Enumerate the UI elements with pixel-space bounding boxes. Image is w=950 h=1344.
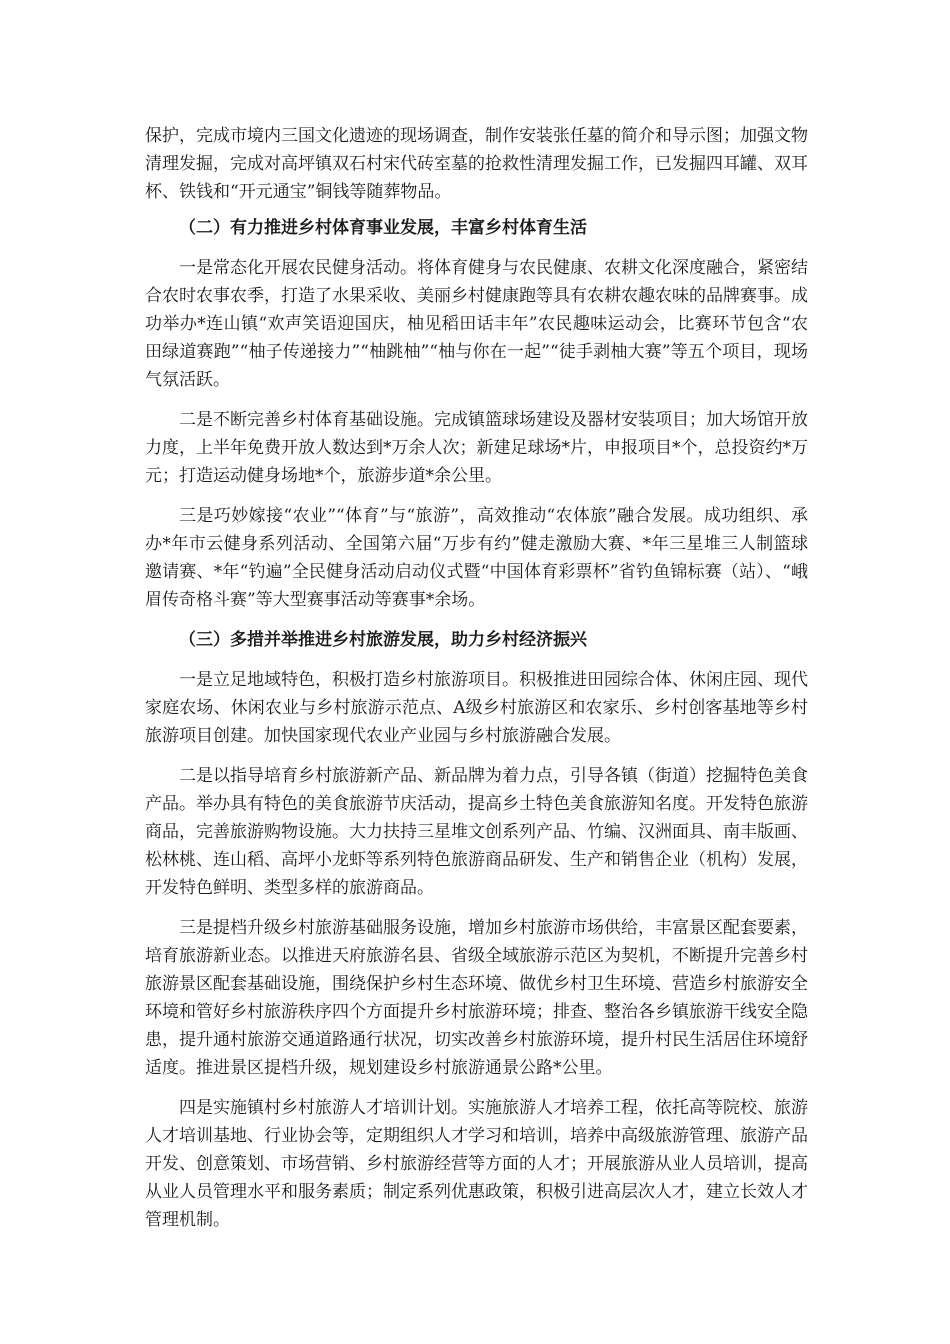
section-heading-sports: （二）有力推进乡村体育事业发展，丰富乡村体育生活 <box>179 218 587 238</box>
paragraph-tourism-3: 三是提档升级乡村旅游基础服务设施，增加乡村旅游市场供给，丰富景区配套要素，培育旅游新业态。以推进天府旅游名县、省级全域旅游示范区为契机，不断提升完善乡村旅游景区配套基础设施，围绕保护乡村生态环境、做优乡村卫生环境、营造乡村旅游安全环境和管好乡村旅游秩序四个方面提升乡村旅游环境；排查、整治各乡镇旅游干线安全隐患，提升通村旅游交通道路通行状况，切实改善乡村旅游环境，提升村民生活居住环境舒适度。推进景区提档升级，规划建设乡村旅游通景公路*公里。 <box>145 918 808 1078</box>
document-page <box>145 122 808 1246</box>
section-heading-tourism: （三）多措并举推进乡村旅游发展，助力乡村经济振兴 <box>179 630 587 650</box>
paragraph-tourism-2: 二是以指导培育乡村旅游新产品、新品牌为着力点，引导各镇（街道）挖掘特色美食产品。举办具有特色的美食旅游节庆活动，提高乡土特色美食旅游知名度。开发特色旅游商品，完善旅游购物设施。大力扶持三星堆文创系列产品、竹编、汉洲面具、南丰版画、松林桃、连山稻、高坪小龙虾等系列特色旅游商品研发、生产和销售企业（机构）发展，开发特色鲜明、类型多样的旅游商品。 <box>145 766 808 898</box>
paragraph-sports-1: 一是常态化开展农民健身活动。将体育健身与农民健康、农耕文化深度融合，紧密结合农时农事农季，打造了水果采收、美丽乡村健康跑等具有农耕农趣农味的品牌赛事。成功举办*连山镇“欢声笑语迎国庆，柚见稻田话丰年”农民趣味运动会，比赛环节包含“农田绿道赛跑”“柚子传递接力”“柚跳柚”“柚与你在一起”“徒手剥柚大赛”等五个项目，现场气氛活跃。 <box>145 258 808 390</box>
paragraph-continuation: 保护，完成市境内三国文化遗迹的现场调查，制作安装张任墓的简介和导示图；加强文物清理发掘，完成对高坪镇双石村宋代砖室墓的抢救性清理发掘工作，已发掘四耳罐、双耳杯、铁钱和“开元通宝”铜钱等随葬物品。 <box>145 126 808 202</box>
paragraph-sports-3: 三是巧妙嫁接“农业”“体育”与“旅游”，高效推动“农体旅”融合发展。成功组织、承办*年市云健身系列活动、全国第六届“万步有约”健走激励大赛、*年三星堆三人制篮球邀请赛、*年“钓遍”全民健身活动启动仪式暨“中国体育彩票杯”省钓鱼锦标赛（站）、“峨眉传奇格斗赛”等大型赛事活动等赛事*余场。 <box>145 506 808 610</box>
paragraph-tourism-1: 一是立足地域特色，积极打造乡村旅游项目。积极推进田园综合体、休闲庄园、现代家庭农场、休闲农业与乡村旅游示范点、A级乡村旅游区和农家乐、乡村创客基地等乡村旅游项目创建。加快国家现代农业产业园与乡村旅游融合发展。 <box>145 670 808 746</box>
paragraph-sports-2: 二是不断完善乡村体育基础设施。完成镇篮球场建设及器材安装项目；加大场馆开放力度，上半年免费开放人数达到*万余人次；新建足球场*片，申报项目*个，总投资约*万元；打造运动健身场地*个，旅游步道*余公里。 <box>145 410 808 486</box>
paragraph-tourism-4: 四是实施镇村乡村旅游人才培训计划。实施旅游人才培养工程，依托高等院校、旅游人才培训基地、行业协会等，定期组织人才学习和培训，培养中高级旅游管理、旅游产品开发、创意策划、市场营销、乡村旅游经营等方面的人才；开展旅游从业人员培训，提高从业人员管理水平和服务素质；制定系列优惠政策，积极引进高层次人才，建立长效人才管理机制。 <box>145 1098 808 1230</box>
